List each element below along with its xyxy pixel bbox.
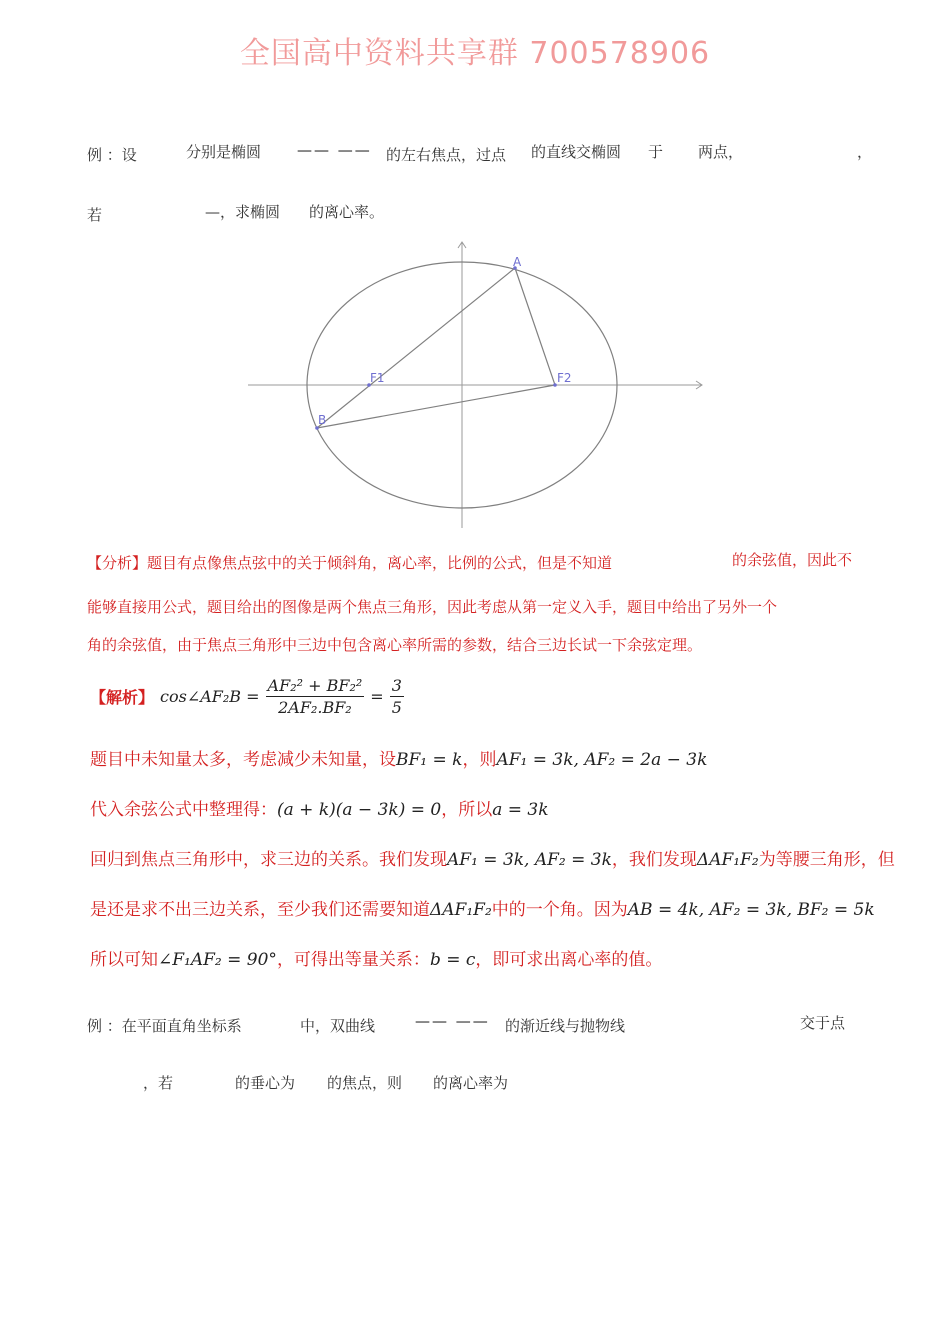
s2-text-c: ，所以 <box>441 800 493 820</box>
s4-math-d: AB = 4k, AF₂ = 3k, BF₂ = 5k <box>627 900 875 920</box>
cos-lhs: cos∠AF₂B = <box>160 686 260 706</box>
s1-text-a: 题目中未知量太多，考虑减少未知量，设 <box>90 750 396 770</box>
label-A: A <box>513 255 522 269</box>
s5-text-c: ，可得出等量关系： <box>276 950 430 970</box>
label-B: B <box>318 413 327 427</box>
fraction-1-denominator: 2AF₂.BF₂ <box>278 697 352 717</box>
solution-line-5 <box>90 945 662 970</box>
s2-text-a: 代入余弦公式中整理得： <box>90 800 277 820</box>
fraction-2-denominator: 5 <box>391 697 402 717</box>
s4-text-a: 是还是求不出三边关系，至少我们还需要知道 <box>90 900 430 920</box>
s3-text-a: 回归到焦点三角形中，求三边的关系。我们发现 <box>90 850 447 870</box>
ex1-l2-c: 的离心率。 <box>309 203 385 221</box>
solution-line-3 <box>90 845 895 870</box>
s5-math-d: b = c <box>429 950 476 970</box>
ex1-text-g: 两点， <box>698 143 744 161</box>
ex1-prefix: 例 ：设 <box>87 146 137 164</box>
ex1-text-e: 的直线交椭圆 <box>531 143 622 161</box>
watermark-header: 全国高中资料共享群 700578906 <box>239 36 711 71</box>
label-F1: F1 <box>370 371 385 385</box>
analysis-line-2: 能够直接用公式，题目给出的图像是两个焦点三角形，因此考虑从第一定义入手，题目中给出了另外一个 <box>87 598 778 616</box>
s2-math-b: (a + k)(a − 3k) = 0 <box>277 800 442 820</box>
s1-text-c: ，则 <box>462 750 497 770</box>
s2-math-d: a = 3k <box>492 800 549 820</box>
fraction-2 <box>390 676 404 717</box>
s3-math-b: AF₁ = 3k, AF₂ = 3k <box>447 850 612 870</box>
solution-tag: 【解析】 <box>90 687 155 707</box>
ex2-l1-b: 中，双曲线 <box>300 1017 376 1035</box>
s5-math-b: ∠F₁AF₂ = 90° <box>158 950 277 970</box>
s1-math-b: BF₁ = k <box>396 750 463 770</box>
ex1-text-b: 分别是椭圆 <box>186 143 262 161</box>
s3-text-e: 为等腰三角形，但 <box>758 850 895 870</box>
segment-BF2 <box>317 385 555 428</box>
segment-AF2 <box>515 268 555 385</box>
analysis-line-1b: 的余弦值，因此不 <box>732 551 853 569</box>
fraction-1 <box>266 676 365 717</box>
fraction-2-numerator: 3 <box>391 675 402 695</box>
ex1-fraction-bars: —— —— <box>297 141 372 159</box>
s5-text-a: 所以可知 <box>90 950 158 970</box>
s4-text-c: 中的一个角。因为 <box>491 900 628 920</box>
ex1-text-f: 于 <box>648 143 664 161</box>
s4-math-b: ΔAF₁F₂ <box>430 900 492 920</box>
fraction-1-numerator: AF₂² + BF₂² <box>267 675 363 695</box>
ex2-fraction-bars: —— —— <box>415 1012 490 1030</box>
s5-text-e: ，即可求出离心率的值。 <box>475 950 663 970</box>
segment-AB <box>317 268 515 428</box>
ex2-l1-d: 的渐近线与抛物线 <box>505 1017 626 1035</box>
ex2-l2-b: 的垂心为 <box>235 1074 296 1092</box>
ex2-l1-e: 交于点 <box>800 1014 846 1032</box>
ex1-l2-a: 若 <box>87 206 103 224</box>
ex2-l2-c: 的焦点，则 <box>327 1074 403 1092</box>
ellipse-figure <box>240 238 710 534</box>
ex1-l2-b: —，求椭圆 <box>205 203 281 221</box>
ex2-l2-a: ，若 <box>143 1074 174 1092</box>
ex2-l1-a: 例 ：在平面直角坐标系 <box>87 1017 242 1035</box>
equals-sign: = <box>370 686 384 706</box>
ex2-l2-d: 的离心率为 <box>433 1074 509 1092</box>
analysis-line-1a: 【分析】题目有点像焦点弦中的关于倾斜角，离心率，比例的公式，但是不知道 <box>87 554 613 572</box>
s1-math-d: AF₁ = 3k, AF₂ = 2a − 3k <box>496 750 708 770</box>
ex1-text-h: ， <box>857 143 873 161</box>
solution-line-1 <box>90 745 707 770</box>
s3-math-d: ΔAF₁F₂ <box>696 850 759 870</box>
solution-line-2 <box>90 795 549 820</box>
analysis-line-3: 角的余弦值，由于焦点三角形中三边中包含离心率所需的参数，结合三边长试一下余弦定理。 <box>87 636 703 654</box>
label-F2: F2 <box>557 371 572 385</box>
ex1-text-d: 的左右焦点，过点 <box>386 146 507 164</box>
cosine-formula <box>90 670 404 722</box>
s3-text-c: ，我们发现 <box>611 850 697 870</box>
solution-line-4 <box>90 895 875 920</box>
